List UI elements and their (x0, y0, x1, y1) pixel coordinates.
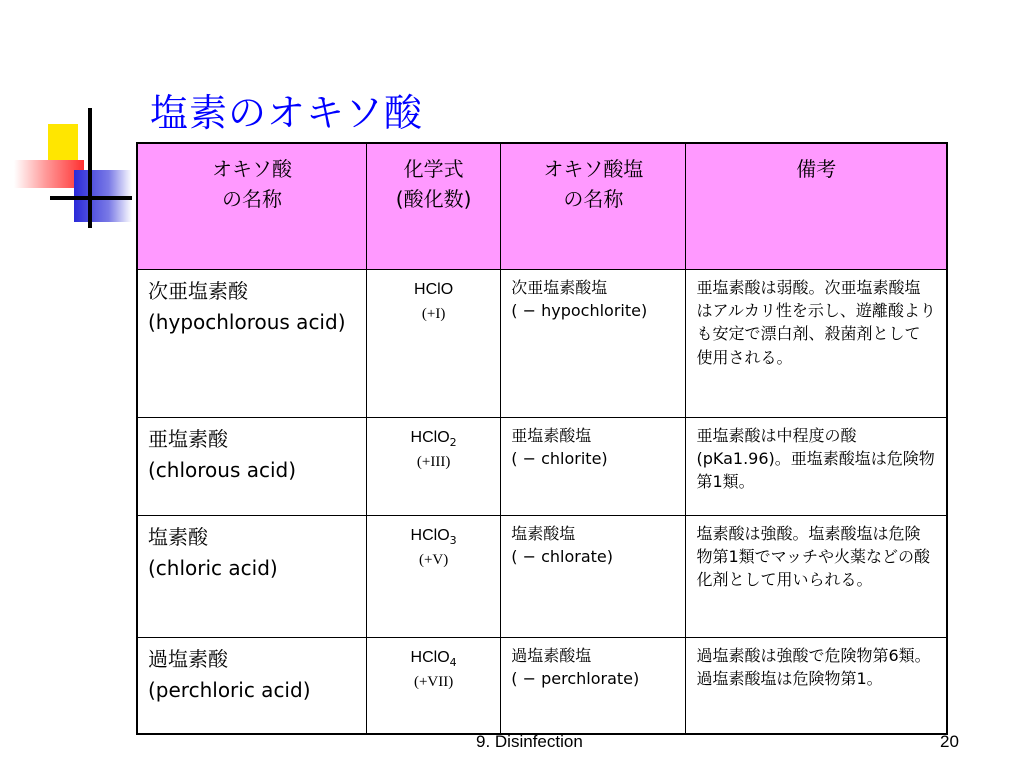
formula-cell: HClO$_2$ (+III) (366, 418, 500, 516)
remarks-cell: 亜塩素酸は中程度の酸(pKa1.96)。亜塩素酸塩は危険物第1類。 (686, 418, 947, 516)
remarks-cell: 塩素酸は強酸。塩素酸塩は危険物第1類でマッチや火薬などの酸化剤として用いられる。 (686, 516, 947, 638)
acid-name-cell: 次亜塩素酸 (hypochlorous acid) (137, 270, 366, 418)
salt-name-cell: 次亜塩素酸塩 ( − hypochlorite) (501, 270, 686, 418)
vertical-line (88, 108, 92, 228)
formula-cell: HClO$_4$ (+VII) (366, 638, 500, 734)
acid-name-cell: 塩素酸 (chloric acid) (137, 516, 366, 638)
table-header-row (137, 143, 947, 270)
salt-name-cell: 過塩素酸塩 ( − perchlorate) (501, 638, 686, 734)
horizontal-line (50, 196, 132, 200)
salt-name-cell: 塩素酸塩 ( − chlorate) (501, 516, 686, 638)
header-acid-name: オキソ酸 の名称 (137, 143, 366, 270)
salt-name-cell: 亜塩素酸塩 ( − chlorite) (501, 418, 686, 516)
header-formula: 化学式 (酸化数) (366, 143, 500, 270)
table-row (137, 418, 947, 516)
footer-title: 9. Disinfection (476, 732, 583, 751)
formula-cell: HClO (+I) (366, 270, 500, 418)
oxoacid-table (136, 142, 948, 735)
page-number: 20 (940, 732, 959, 751)
decorative-logo (0, 0, 140, 240)
slide-title: 塩素のオキソ酸 (150, 91, 424, 135)
remarks-cell: 亜塩素酸は弱酸。次亜塩素酸塩はアルカリ性を示し、遊離酸よりも安定で漂白剤、殺菌剤として使用される。 (686, 270, 947, 418)
formula-cell: HClO$_3$ (+V) (366, 516, 500, 638)
table-row (137, 638, 947, 734)
yellow-square (48, 124, 78, 164)
acid-name-cell: 亜塩素酸 (chlorous acid) (137, 418, 366, 516)
acid-name-cell: 過塩素酸 (perchloric acid) (137, 638, 366, 734)
remarks-cell: 過塩素酸は強酸で危険物第6類。過塩素酸塩は危険物第1。 (686, 638, 947, 734)
header-salt-name: オキソ酸塩 の名称 (501, 143, 686, 270)
table-row (137, 270, 947, 418)
table-row (137, 516, 947, 638)
header-remarks: 備考 (686, 143, 947, 270)
